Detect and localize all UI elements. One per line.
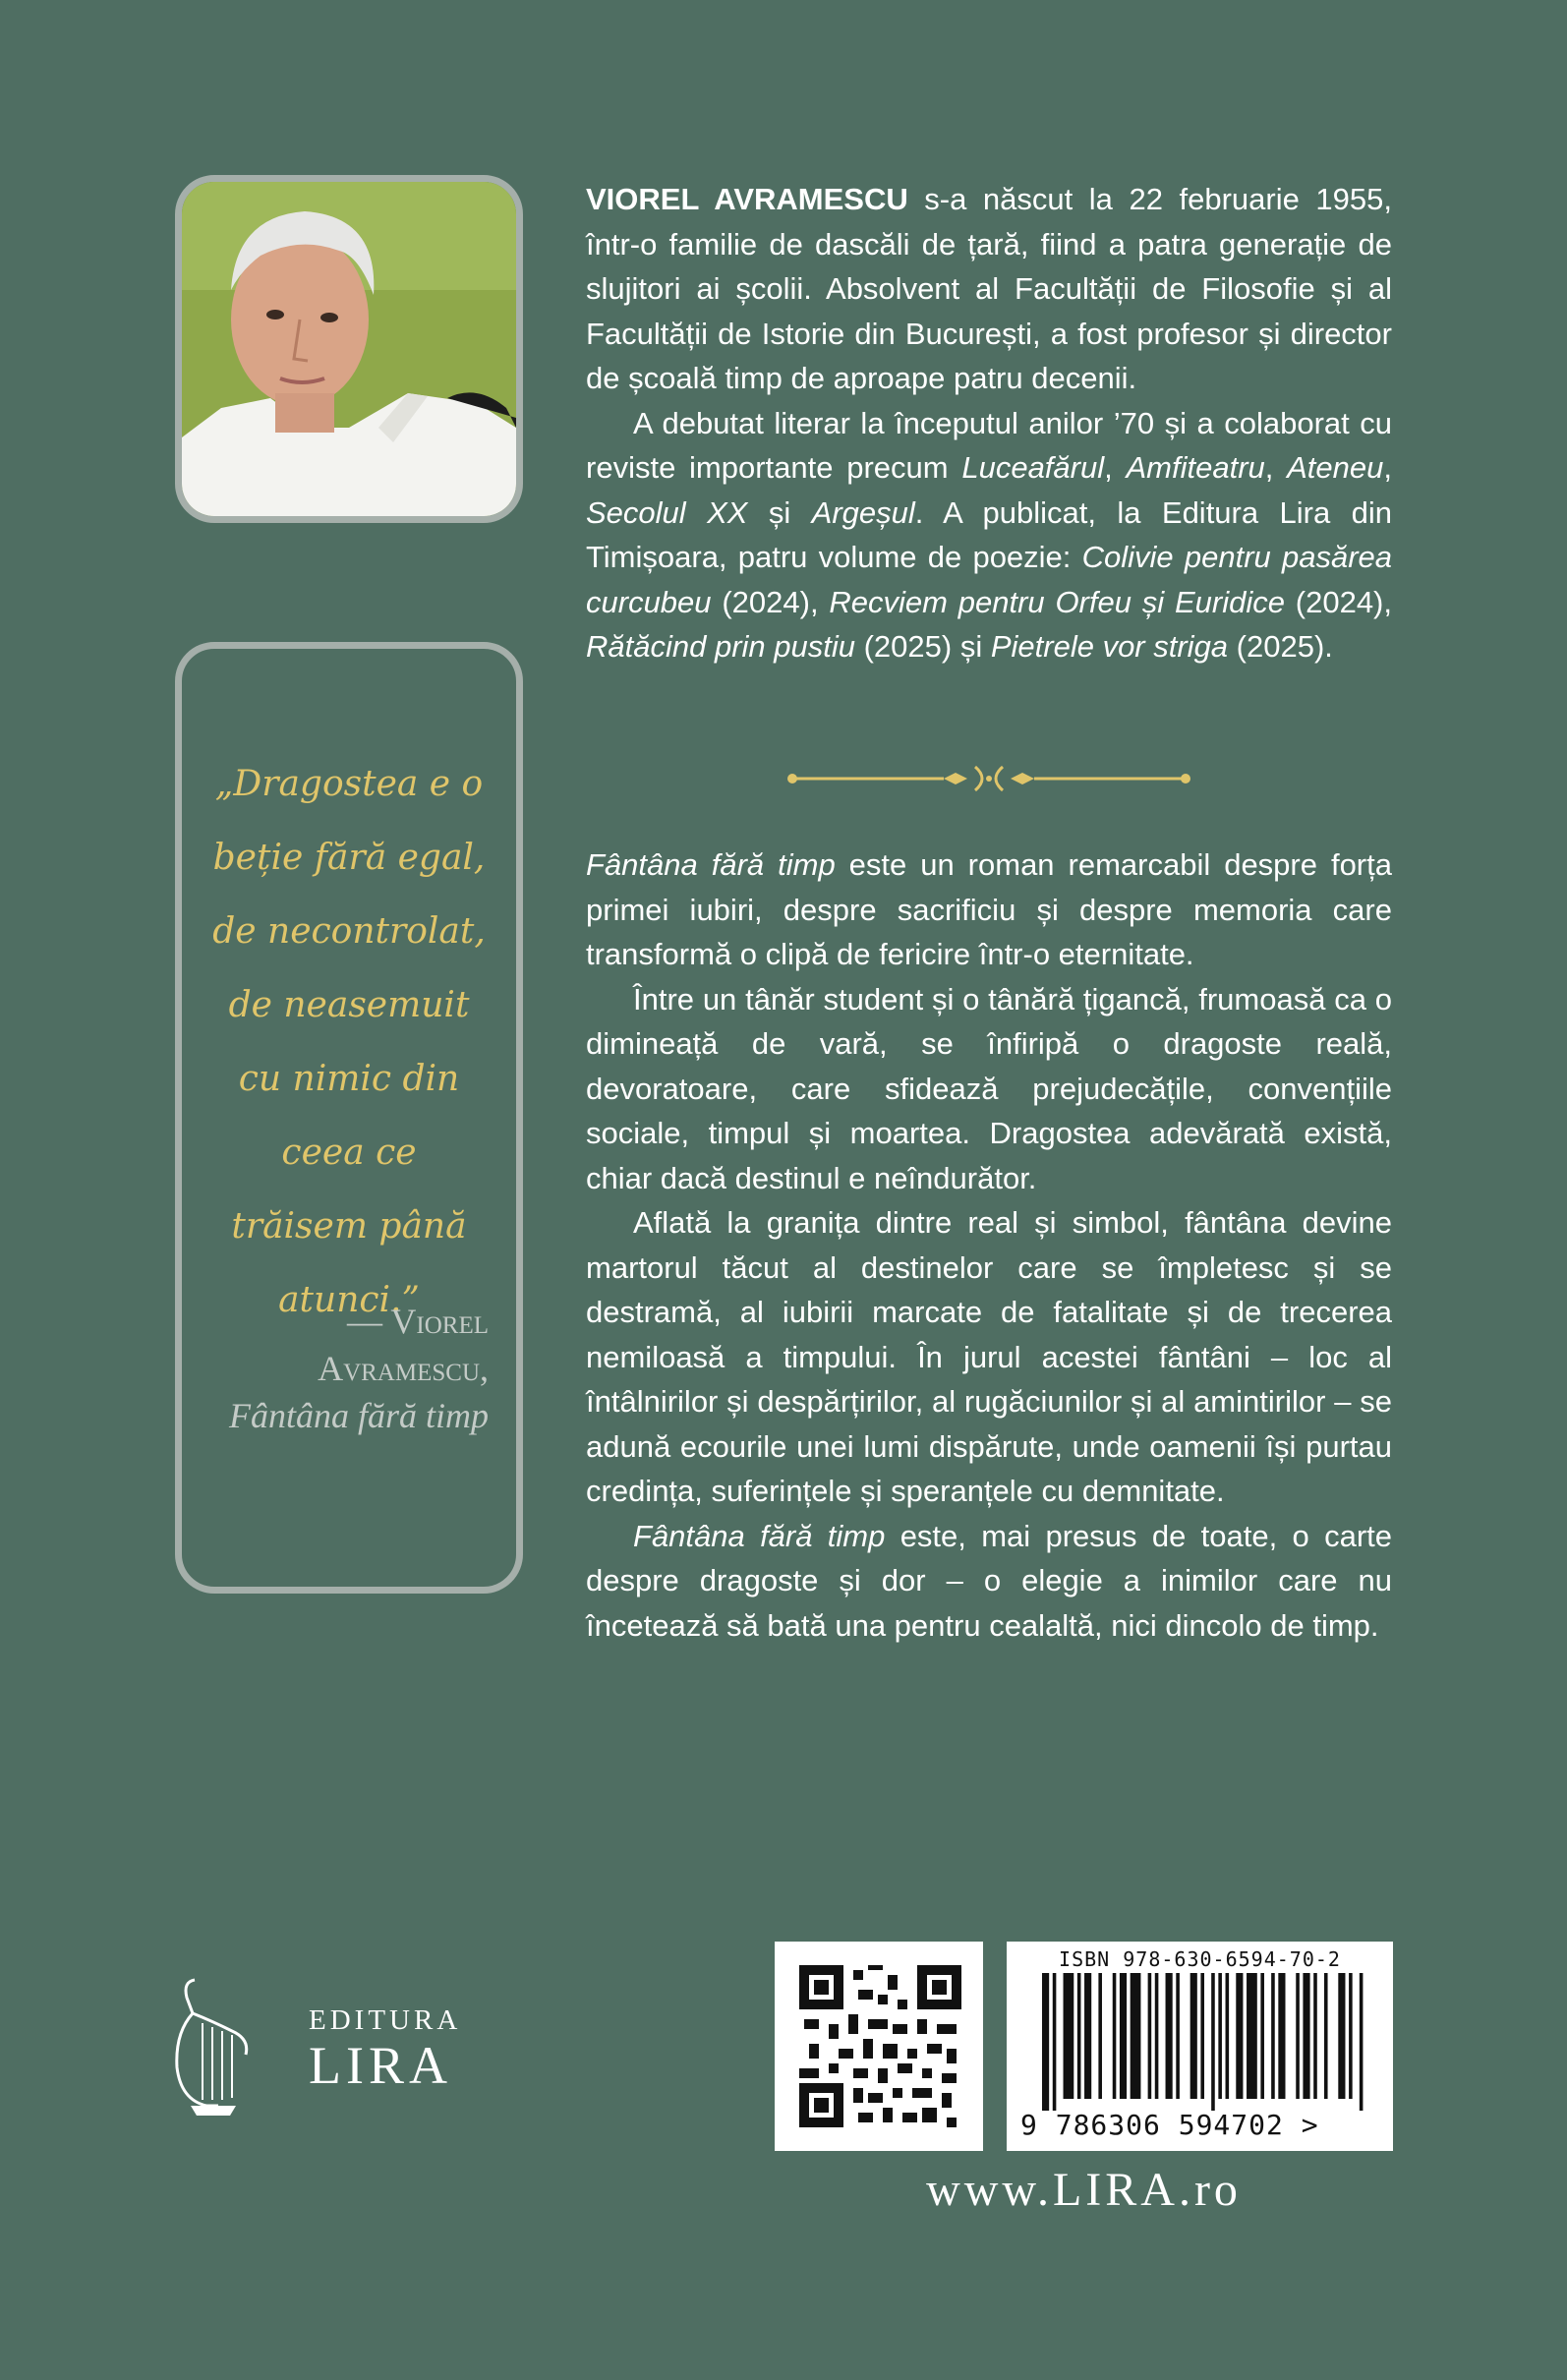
- barcode-bar: [1211, 1973, 1215, 2111]
- barcode-bar: [1236, 1973, 1243, 2099]
- barcode-bar: [1042, 1973, 1049, 2111]
- barcode-bar: [1176, 1973, 1180, 2099]
- barcode-bar: [1084, 1973, 1091, 2099]
- qr-code: [799, 1965, 961, 2127]
- italic-title: Pietrele vor striga: [990, 629, 1229, 664]
- barcode-bar: [1296, 1973, 1300, 2099]
- barcode-bar: [1166, 1973, 1173, 2099]
- barcode-bar: [1303, 1973, 1309, 2099]
- isbn-digits: 9 786306 594702 >: [1020, 2109, 1319, 2141]
- book-description: [586, 842, 1392, 1648]
- barcode-bar: [1064, 1973, 1074, 2099]
- italic-title: Secolul XX: [586, 494, 748, 530]
- barcode-bar: [1077, 1973, 1081, 2099]
- italic-title: Fântâna fără timp: [586, 847, 836, 882]
- barcode-bar: [1148, 1973, 1152, 2099]
- barcode-bar: [1200, 1973, 1204, 2099]
- barcode-bar: [1313, 1973, 1317, 2099]
- barcode-bar: [1247, 1973, 1257, 2099]
- website-url[interactable]: www.LIRA.ro: [926, 2164, 1242, 2216]
- author-bio: [586, 177, 1392, 669]
- isbn-label: ISBN 978-630-6594-70-2: [1059, 1947, 1341, 1971]
- author-photo: [182, 182, 516, 516]
- attribution-work: Fântâna fără timp: [228, 1396, 489, 1435]
- publisher-name: [309, 2003, 461, 2094]
- author-name: VIOREL AVRAMESCU: [586, 182, 908, 216]
- barcode-bar: [1155, 1973, 1159, 2099]
- barcode-bar: [1120, 1973, 1127, 2099]
- bio-paragraph-1-text: s-a născut la 22 februarie 1955, într-o familie de dascăli de țară, fiind a patra generație de slujitori ai școlii. Absolvent al Facultății de Filosofie și al Facultății de Istorie din București, a fost profesor și director de școală timp de aproape patru decenii.: [586, 182, 1392, 395]
- publisher-label-main: LIRA: [309, 2036, 452, 2095]
- barcode-bar: [1218, 1973, 1222, 2099]
- publisher-label-top: EDITURA: [309, 2004, 462, 2036]
- barcode-bar: [1131, 1973, 1141, 2099]
- italic-title: Ateneu: [1287, 450, 1384, 485]
- barcode-bar: [1053, 1973, 1057, 2111]
- ornamental-divider: [786, 761, 1191, 796]
- barcode-bar: [1098, 1973, 1102, 2099]
- italic-title: Luceafărul: [961, 450, 1105, 485]
- qr-code-box: [775, 1942, 983, 2151]
- barcode: [1042, 1973, 1366, 2111]
- author-photo-frame: [175, 175, 523, 523]
- barcode-bar: [1226, 1973, 1230, 2099]
- italic-title: Amfiteatru: [1126, 450, 1265, 485]
- barcode-bar: [1349, 1973, 1353, 2099]
- quote-text: „Dragostea e o beție fără egal, de necontrolat, de neasemuit cu nimic din ceea ce trăisem până atunci.”: [212, 764, 486, 1320]
- barcode-bar: [1360, 1973, 1364, 2111]
- lyre-icon: [173, 1974, 252, 2121]
- description-paragraph-4: Fântâna fără timp este, mai presus de toate, o carte despre dragoste și dor – o elegie a inimilor care nu încetează să bată una pentru cealaltă, nici dincolo de timp.: [586, 1518, 1392, 1643]
- attribution-author: — Viorel Avramescu,: [318, 1302, 489, 1388]
- italic-title: Fântâna fără timp: [633, 1518, 886, 1553]
- barcode-bar: [1278, 1973, 1285, 2099]
- barcode-bar: [1271, 1973, 1275, 2099]
- description-paragraph-1: Fântâna fără timp este un roman remarcabil despre forța primei iubiri, despre sacrificiu și despre memoria care transformă o clipă de fericire într-o eternitate.: [586, 847, 1392, 971]
- isbn-barcode-box: [1007, 1942, 1393, 2151]
- italic-title: Colivie pentru pasărea curcubeu: [586, 540, 1392, 619]
- barcode-bar: [1260, 1973, 1264, 2099]
- description-paragraph-2: Între un tânăr student și o tânără țigancă, frumoasă ca o dimineață de vară, se înfiripă o dragoste reală, devoratoare, care sfidează prejudecățile, convențiile sociale, timpul și moartea. Dragostea adevărată există, chiar dacă destinul e neîndurător.: [586, 981, 1392, 1195]
- barcode-bar: [1324, 1973, 1328, 2099]
- barcode-bar: [1338, 1973, 1345, 2099]
- barcode-bar: [1113, 1973, 1117, 2099]
- quote-attribution: [202, 1298, 489, 1439]
- bio-paragraph-2: A debutat literar la începutul anilor ’70 și a colaborat cu reviste importante precum Luceafărul, Amfiteatru, Ateneu, Secolul XX și Argeșul. A publicat, la Editura Lira din Timișoara, patru volume de poezie: Colivie pentru pasărea curcubeu (2024), Recviem pentru Orfeu și Euridice (2024), Rătăcind prin pustiu (2025) și Pietrele vor striga (2025).: [586, 405, 1393, 664]
- description-paragraph-3: Aflată la granița dintre real și simbol, fântâna devine martorul tăcut al destinelor care se împletesc și se destramă, al iubirii marcate de fatalitate și de trecerea nemiloasă a timpului. În jurul acestei fântâni – loc al întâlnirilor și despărțirilor, al rugăciunilor și al amintirilor – se adună ecourile unei lumi dispărute, unde oamenii își purtau credința, suferințele și speranțele cu demnitate.: [586, 1205, 1392, 1508]
- bio-paragraph-1: [586, 177, 1392, 401]
- barcode-bar: [1190, 1973, 1197, 2099]
- quote-box: [175, 642, 523, 1594]
- italic-title: Argeșul: [811, 494, 915, 530]
- italic-title: Recviem pentru Orfeu și Euridice: [829, 584, 1285, 619]
- italic-title: Rătăcind prin pustiu: [586, 629, 855, 664]
